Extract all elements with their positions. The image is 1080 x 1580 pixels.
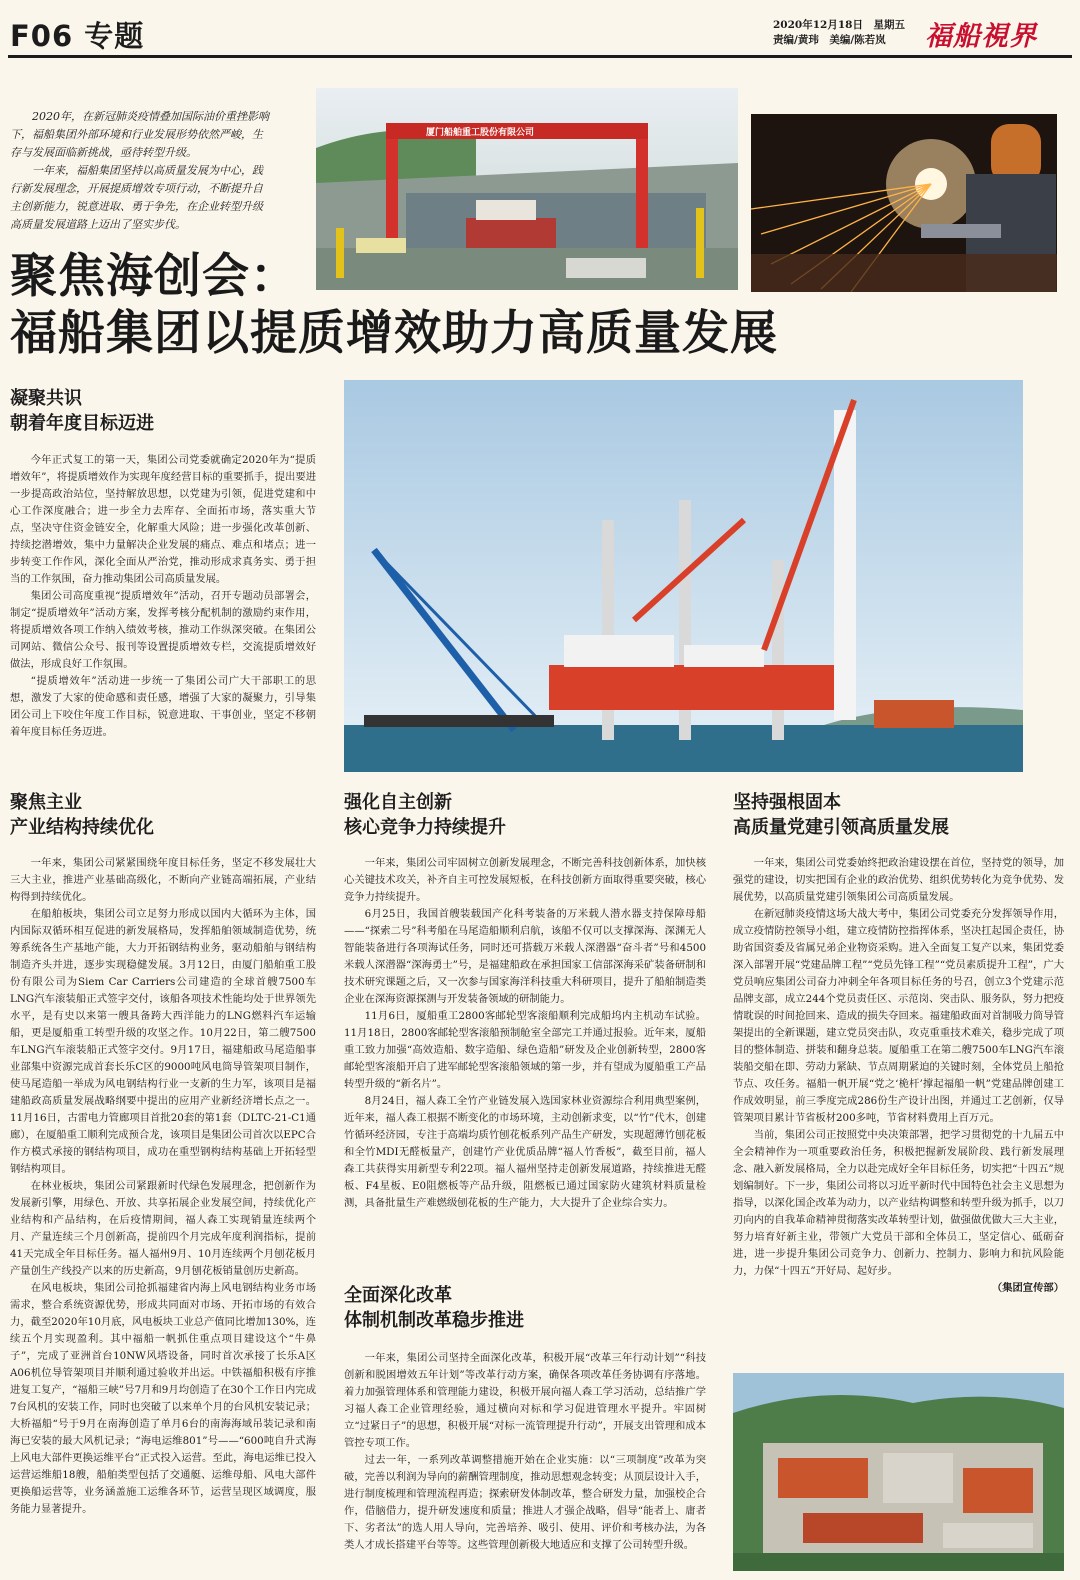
article-paragraph: 11月6日，厦船重工2800客邮轮型客滚船顺利完成船坞内主机动车试验。11月18日，2800客邮轮型客滚船预制舱室全部完工并通过报验。近年来，厦船重工致力加强“高效造船、数字造船、绿色造船”研发及企业创新转型，2800客邮轮型客滚船开启了进军邮轮型客滚船领域的第一步，并有望成为厦船重工产品转型升级的“新名片”。 [344,1010,706,1090]
section-title-2: 体制机制改革稳步推进 [344,1310,524,1331]
issue-date [773,18,913,48]
article-column [344,855,706,1251]
article-paragraph: 8月24日，福人森工全竹产业链发展入选国家林业资源综合利用典型案例，近年来，福人森工根据不断变化的市场环境，主动创新求变，以“竹”代木，创建竹循环经济园，专注于高端均质竹刨花板系列产品生产研发，实现超薄竹刨花板和全竹MDI无醛板量产，创建竹产业优质品牌“福人竹香板”，截至目前，福人森工共获得实用新型专利22项。福人福州坚持走创新发展道路，持续推进无醛板、F4星板、E0阻燃板等产品升级，阻燃板已通过国家防火建筑材料质量检测，具备批量生产难燃级刨花板的生产能力，大大提升了企业综合实力。 [344,1095,706,1209]
article-paragraph: 当前，集团公司正按照党中央决策部署，把学习贯彻党的十九届五中全会精神作为一项重要政治任务，积极把握新发展阶段、践行新发展理念、融入新发展格局，全力以赴完成好全年目标任务，切实把“十四五”规划编制好。下一步，集团公司将以习近平新时代中国特色社会主义思想为指导，以深化国企改革为动力，以产业结构调整和转型升级为抓手，以刀刃向内的自我革命精神贯彻落实改革转型计划，做强做优做大三大主业，努力培育好新主业，带领广大党员干部和全体员工，坚定信心、砥砺奋进，进一步提升集团公司竞争力、创新力、控制力、影响力和抗风险能力，力保“十四五”开好局、起好步。 [733,1129,1064,1277]
article-paragraph: 在新冠肺炎疫情这场大战大考中，集团公司党委充分发挥领导作用，成立疫情防控领导小组，建立疫情防控指挥体系，坚决扛起国企责任，协助省国资委及省属兄弟企业物资采购。进入全面复工复产以来，集团党委深入部署开展“党建品牌工程”“党员先锋工程”“党员素质提升工程”，广大党员响应集团公司奋力冲刺全年各项目标任务的号召，创立3个党建示范品牌支部，成立244个党员责任区、示范岗、突击队、服务队，努力把疫情耽误的时间抢回来、造成的损失夺回来。福建船政面对首制吸力筒导管架提出的全新课题，建立党员突击队，攻克重重技术难关，稳步完成了项目的整体制造、拼装和翻身总装。厦船重工在第二艘7500车LNG汽车滚装船交船在即、劳动力紧缺、节点周期紧迫的关键时刻，全体党员上船抢节点、攻任务。福船一帆开展“党之‘桅杆’撑起福船一帆”党建品牌创建工作成效明显，前三季度完成286份生产设计出图，并通过工艺创新，仅导管架项目累计节省板材200多吨，节省材料费用上百万元。 [733,908,1064,1124]
article-paragraph: 6月25日，我国首艘装载国产化科考装备的万米载人潜水器支持保障母船——“探索二号”科考船在马尾造船顺利启航，该船不仅可以支撑深海、深渊无人智能装备进行各项海试任务，同时还可搭载万米载人深潜器“奋斗者”号和4500米载人深潜器“深海勇士”号，是福建船政在承担国家工信部深海采矿装备研制和技术研究课题之后，又一次参与国家海洋科技重大科研项目，提升了船舶制造类企业在深海资源探测与开发装备领域的研制能力。 [344,908,706,1005]
lead-paragraph: 2020年，在新冠肺炎疫情叠加国际油价重挫影响下，福船集团外部环境和行业发展形势依然严峻，生存与发展面临新挑战，亟待转型升级。 [10,110,269,159]
headline [10,248,910,362]
article-paragraph: 过去一年，一系列改革调整措施开始在企业实施：以“三项制度”改革为突破，完善以利润为导向的薪酬管理制度，推动思想观念转变；从顶层设计入手，进行制度梳理和管理流程再造；探索研发体制改革，整合研发力量，加强校企合作，借脑借力，提升研发速度和质量；推进人才强企战略，倡导“能者上、庸者下、劣者汰”的选人用人导向，完善培养、吸引、使用、评价和考核办法，为各类人才成长搭建平台等等。这些管理创新极大地适应和支撑了公司转型升级。 [344,1454,706,1551]
issue-date-text: 2020年12月18日 星期五 [773,19,905,31]
lead-paragraph: 一年来，福船集团坚持以高质量发展为中心，践行新发展理念，开展提质增效专项行动，不断提升自主创新能力，锐意进取、勇于争先，在企业转型升级高质量发展道路上迈出了坚实步伐。 [10,164,263,231]
article-paragraph: 一年来，集团公司牢固树立创新发展理念，不断完善科技创新体系，加快核心关键技术攻关，补齐自主可控发展短板，在科技创新方面取得重要突破，核心竞争力持续提升。 [344,857,706,903]
article-column [10,452,316,757]
article-paragraph: 集团公司高度重视“提质增效年”活动，召开专题动员部署会，制定“提质增效年”活动方案，发挥考核分配机制的激励约束作用，将提质增效各项工作纳入绩效考核，推动工作纵深突破。在集团公司网站、微信公众号、报刊等设置提质增效专栏，交流提质增效好做法，形成良好工作氛围。 [10,590,316,670]
section-heading [10,790,310,840]
masthead-rule [8,55,1072,58]
article-paragraph: 在船舶板块，集团公司立足努力形成以国内大循环为主体，国内国际双循环相互促进的新发展格局，发挥船舶领域制造优势，统筹系统各生产基地产能，大力开拓钢结构业务，驱动船舶与钢结构制造齐头并进，逐步实现稳健发展。3月12日，由厦门船舶重工股份有限公司为Siem Car Carriers公司建造的全球首艘7500车LNG汽车滚装船正式签字交付，该船各项技术性能均处于世界领先水平，是有史以来第一艘具备跨大西洋能力的LNG燃料汽车运输船，更是厦船重工转型升级的攻坚之作。10月22日，第二艘7500车LNG汽车滚装船正式签字交付。9月17日，福建船政马尾造船事业部集中资源完成首套长乐C区的9000吨风电筒导管架项目制作，使马尾造船一举成为风电钢结构行业一支新的生力军，该项目是福建船政高质量发展战略纲要中提出的应用产业新经济增长点之一。11月16日，古雷电力管廊项目首批20套的第1套（DLTC-21-C1通廊），在厦船重工顺利完成预合龙，该项目是集团公司首次以EPC合作方模式承接的钢结构项目，成功在重型钢构结构基础上开拓轻型钢结构项目。 [10,908,316,1175]
section-title-1: 坚持强根固本 [733,792,841,813]
section-title-1: 凝聚共识 [10,388,82,409]
headline-line1: 聚焦海创会： [10,249,298,304]
platform-illustration [344,380,1023,772]
section-title-2: 核心竞争力持续提升 [344,817,506,838]
section-heading [344,790,684,840]
section-title-2: 高质量党建引领高质量发展 [733,817,949,838]
paper-logo: 福船視界 [925,21,1037,52]
section-title-1: 全面深化改革 [344,1285,452,1306]
article-column [10,855,316,1577]
article-paragraph: 一年来，集团公司党委始终把政治建设摆在首位，坚持党的领导，加强党的建设，切实把国有企业的政治优势、组织优势转化为竞争优势、发展优势，以高质量党建引领集团公司高质量发展。 [733,857,1064,903]
section-title-2: 朝着年度目标迈进 [10,413,154,434]
article-credit: （集团宣传部） [991,1282,1064,1294]
wind-installation-photo [344,380,1023,772]
section-heading [10,386,310,436]
article-paragraph: 一年来，集团公司紧紧围绕年度目标任务，坚定不移发展壮大三大主业，推进产业基础高级化，不断向产业链高端拓展，产业结构得到持续优化。 [10,857,316,903]
editors-text: 责编/黄玮 美编/陈若岚 [773,34,886,46]
section-heading [733,790,1073,840]
section-title-2: 产业结构持续优化 [10,817,154,838]
shipyard-sign: 厦门船舶重工股份有限公司 [426,128,535,138]
headline-line2: 福船集团以提质增效助力高质量发展 [10,306,778,361]
section-title-1: 强化自主创新 [344,792,452,813]
factory-aerial-photo [733,1373,1064,1571]
article-paragraph: 在风电板块，集团公司抢抓福建省内海上风电钢结构业务市场需求，整合系统资源优势，形成共同面对市场、开拓市场的有效合力，截至2020年10月底，风电板块工业总产值同比增加130%，连续五个月实现盈利。其中福船一帆抓住重点项目建设这个“牛鼻子”，完成了亚洲首台10NW风塔设备，同时首次承接了长乐A区A06机位导管架项目并顺利通过验收并出运。中铁福船积极有序推进复工复产，“福船三峡”号7月和9月均创造了在30个工作日内完成7台风机的安装工作，同时也突破了以来单个月的台风机安装记录；大桥福船“号于9月在南海创造了单月6台的南海海域吊装记录和南海已安装的最大风机记录；“海电运维801”号——“600吨自升式海上风电大部件更换运维平台”正式投入运营。至此，海电运维已投入运营运维船18艘，船舶类型包括了交通艇、运维母船、风电大部件更换船运营等，业务涵盖施工运维各环节，运营呈现区域调度，服务能力显著提升。 [10,1282,316,1515]
article-column [344,1350,706,1577]
article-paragraph: 在林业板块，集团公司紧跟新时代绿色发展理念，把创新作为发展新引擎，用绿色、开放、共享拓展企业发展空间，持续优化产业结构和产品结构，在后疫情期间，福人森工实现销量连续两个月、产量连续三个月创新高，提前四个月完成年度利润指标，提前41天完成全年目标任务。福人福州9月、10月连续两个月刨花板月产量创生产线投产以来的历史新高，9月刨花板销量创历史新高。 [10,1180,316,1277]
article-paragraph: 今年正式复工的第一天，集团公司党委就确定2020年为“提质增效年”，将提质增效作为实现年度经营目标的重要抓手，提出要进一步提高政治站位，坚持解放思想，以党建为引领，促进党建和中心工作深度融合；进一步全力去库存、全面拓市场，落实重大节点，坚决守住资金链安全，化解重大风险；进一步强化改革创新、持续挖潜增效，集中力量解决企业发展的痛点、难点和堵点；进一步转变工作作风，深化全面从严治党，推动形成求真务实、勇于担当的工作氛围，奋力推动集团公司高质量发展。 [10,454,316,585]
section-heading [344,1283,684,1333]
factory-illustration [733,1373,1064,1571]
article-column [733,855,1064,1347]
section-label: F06 专题 [10,19,145,53]
article-paragraph: 一年来，集团公司坚持全面深化改革，积极开展“改革三年行动计划”“科技创新和脱困增效五年计划”等改革行动方案，确保各项改革任务协调有序落地。着力加强管理体系和管理能力建设，积极开展向福人森工学习活动，总结推广学习福人森工企业管理经验，通过横向对标和学习促进管理水平提升。牢固树立“过紧日子”的思想，积极开展“对标一流管理提升行动”，开展支出管理和成本管控专项工作。 [344,1352,706,1449]
lead-text [10,108,272,234]
article-paragraph: “提质增效年”活动进一步统一了集团公司广大干部职工的思想，激发了大家的使命感和责任感，增强了大家的凝聚力，引导集团公司上下咬住年度工作目标，锐意进取、干事创业，坚定不移朝着年度目标任务迈进。 [10,675,316,738]
section-title-1: 聚焦主业 [10,792,82,813]
